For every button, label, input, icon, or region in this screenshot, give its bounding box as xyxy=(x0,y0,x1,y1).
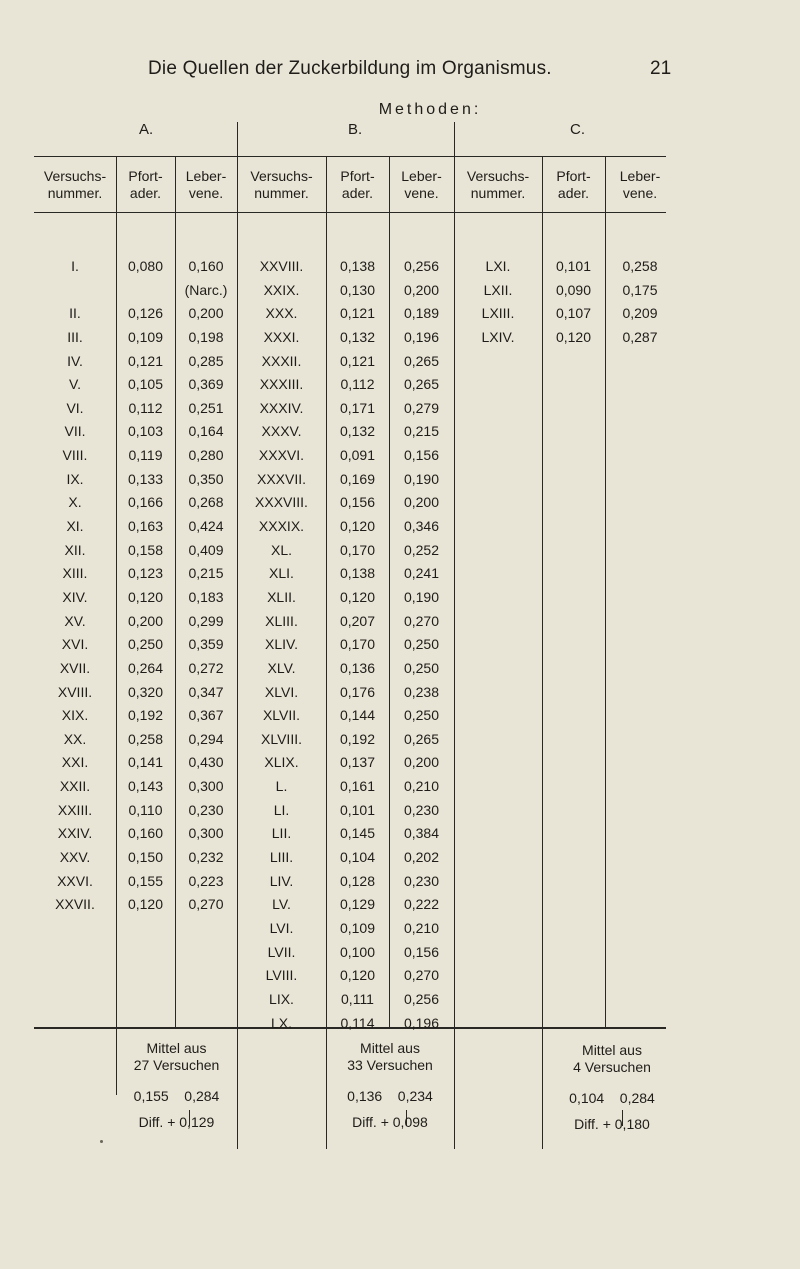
table-cell: 0,120 xyxy=(339,518,376,535)
table-cell: XLIX. xyxy=(264,754,299,771)
table-cell: 0,126 xyxy=(127,305,164,322)
table-cell: 0,183 xyxy=(188,588,224,605)
table-cell: 0,258 xyxy=(127,730,164,747)
summary-diff: Diff. + 0,180 xyxy=(574,1116,650,1132)
table-cell: XXII. xyxy=(59,778,91,795)
header-lebervene-b xyxy=(389,168,454,202)
summary-divider xyxy=(237,1029,238,1149)
column-versuchsnummer-c xyxy=(454,255,542,350)
table-cell: 0,320 xyxy=(127,683,164,700)
table-cell: 0,280 xyxy=(188,447,224,464)
table-cell: 0,265 xyxy=(403,376,440,393)
table-cell: 0,350 xyxy=(188,470,224,487)
table-cell: XXX. xyxy=(265,305,298,322)
table-cell: 0,171 xyxy=(339,399,376,416)
mean-lebervene: 0,234 xyxy=(397,1088,433,1104)
table-cell: 0,430 xyxy=(188,754,224,771)
header-versuchsnummer-a xyxy=(34,168,116,202)
table-cell: LXIV. xyxy=(481,328,515,345)
table-cell: 0,101 xyxy=(339,801,376,818)
header-pfortader-c xyxy=(542,168,605,202)
table-cell: 0,192 xyxy=(339,730,376,747)
table-cell: 0,202 xyxy=(403,849,440,866)
header-pfortader-a xyxy=(116,168,175,202)
table-cell: 0,250 xyxy=(403,636,440,653)
table-cell: 0,252 xyxy=(403,541,440,558)
table-cell: 0,120 xyxy=(339,967,376,984)
table-cell xyxy=(34,279,116,303)
table-cell: XXXII. xyxy=(261,352,302,369)
table-cell: 0,200 xyxy=(403,754,440,771)
table-cell: 0,264 xyxy=(127,659,164,676)
table-cell: 0,156 xyxy=(403,447,440,464)
table-cell: 0,120 xyxy=(555,328,592,345)
table-cell: 0,210 xyxy=(403,778,440,795)
mean-lebervene: 0,284 xyxy=(619,1090,655,1106)
table-cell: 0,091 xyxy=(339,447,376,464)
table-cell: 0,215 xyxy=(403,423,440,440)
table-cell: 0,163 xyxy=(127,518,164,535)
table-cell: 0,265 xyxy=(403,730,440,747)
table-cell: III. xyxy=(67,328,83,345)
table-cell: 0,222 xyxy=(403,896,440,913)
summary-line1: Mittel aus xyxy=(146,1040,207,1056)
table-cell: 0,196 xyxy=(403,1014,440,1031)
table-cell: 0,130 xyxy=(339,281,376,298)
table-cell: 0,121 xyxy=(127,352,164,369)
table-cell: 0,279 xyxy=(403,399,440,416)
summary-means xyxy=(116,1088,237,1105)
top-rule xyxy=(34,156,666,157)
header-text: Versuchs- nummer. xyxy=(466,168,530,201)
table-cell: 0,156 xyxy=(403,943,440,960)
table-cell: XLI. xyxy=(269,565,294,582)
table-cell: 0,346 xyxy=(403,518,440,535)
summary-means xyxy=(326,1088,454,1105)
header-text: Leber- vene. xyxy=(619,168,661,201)
column-pfortader-a xyxy=(116,255,175,917)
table-cell xyxy=(116,279,175,303)
table-cell: LVII. xyxy=(267,943,296,960)
header-text: Leber- vene. xyxy=(401,168,442,201)
table-cell: 0,170 xyxy=(339,636,376,653)
table-cell: 0,190 xyxy=(403,470,440,487)
table-cell: 0,119 xyxy=(128,447,163,464)
table-cell: 0,359 xyxy=(188,636,224,653)
table-cell: VI. xyxy=(66,399,84,416)
table-cell: XLVIII. xyxy=(261,730,302,747)
table-cell: XLII. xyxy=(267,588,296,605)
table-cell: 0,120 xyxy=(339,588,376,605)
table-cell: 0,161 xyxy=(339,778,376,795)
mean-pfortader: 0,155 xyxy=(133,1088,169,1104)
table-cell: LXI. xyxy=(485,258,511,274)
table-cell: XI. xyxy=(66,518,84,535)
header-text: Pfort- ader. xyxy=(556,168,591,201)
column-pfortader-c xyxy=(542,255,605,350)
header-text: Versuchs- nummer. xyxy=(250,168,313,201)
table-cell: 0,196 xyxy=(403,328,440,345)
table-cell: 0,369 xyxy=(188,376,224,393)
table-cell: LV. xyxy=(272,896,291,913)
table-cell: LI. xyxy=(273,801,290,818)
table-cell: 0,107 xyxy=(555,305,592,322)
table-cell: 0,100 xyxy=(339,943,376,960)
summary-means xyxy=(542,1090,682,1107)
table-cell: XXXVIII. xyxy=(255,494,308,511)
table-cell: 0,121 xyxy=(339,352,376,369)
table-cell: XLVII. xyxy=(262,707,301,724)
table-cell: 0,164 xyxy=(188,423,224,440)
table-cell: LII. xyxy=(271,825,292,842)
column-lebervene-c xyxy=(605,255,675,350)
table-cell: 0,384 xyxy=(403,825,440,842)
table-cell: VII. xyxy=(64,423,86,440)
table-cell: XXIV. xyxy=(57,825,93,842)
table-cell: LXII. xyxy=(483,281,513,298)
table-cell: 0,200 xyxy=(188,305,224,322)
table-cell: 0,123 xyxy=(127,565,164,582)
table-cell: 0,138 xyxy=(339,258,376,274)
table-cell: XIII. xyxy=(62,565,88,582)
table-cell: LIII. xyxy=(269,849,294,866)
table-cell: XXV. xyxy=(59,849,91,866)
table-cell: XXXI. xyxy=(263,328,300,345)
table-cell: 0,150 xyxy=(127,849,164,866)
table-cell: XL. xyxy=(270,541,292,558)
table-cell: XVII. xyxy=(59,659,91,676)
table-cell: 0,144 xyxy=(339,707,376,724)
table-cell: 0,272 xyxy=(188,659,224,676)
table-cell: 0,367 xyxy=(188,707,224,724)
table-cell: 0,137 xyxy=(339,754,376,771)
table-cell: XXXVII. xyxy=(256,470,307,487)
table-cell: (Narc.) xyxy=(184,281,228,298)
table-cell: LVIII. xyxy=(265,967,298,984)
table-cell: 0,287 xyxy=(622,328,658,345)
header-text: Pfort- ader. xyxy=(340,168,375,201)
summary-line2: 33 Versuchen xyxy=(347,1057,433,1073)
table-cell: 0,101 xyxy=(555,258,592,274)
table-cell: 0,200 xyxy=(403,494,440,511)
table-cell: 0,132 xyxy=(339,423,376,440)
table-cell: XXXIII. xyxy=(259,376,304,393)
table-cell: XLIV. xyxy=(265,636,298,653)
mean-pfortader: 0,136 xyxy=(347,1088,383,1104)
table-cell: XLIII. xyxy=(265,612,298,629)
page-title: Die Quellen der Zuckerbildung im Organismus. xyxy=(148,58,552,79)
table-cell: XXXIX. xyxy=(258,518,305,535)
table-cell: 0,120 xyxy=(127,896,164,913)
mean-pfortader: 0,104 xyxy=(569,1090,605,1106)
header-lebervene-c xyxy=(605,168,675,202)
table-cell: 0,170 xyxy=(339,541,376,558)
summary-a xyxy=(116,1040,237,1131)
column-versuchsnummer-a xyxy=(34,255,116,917)
table-cell: 0,241 xyxy=(403,565,440,582)
header-versuchsnummer-b xyxy=(237,168,326,202)
table-cell: 0,207 xyxy=(339,612,376,629)
summary-line2: 27 Versuchen xyxy=(133,1057,220,1073)
table-cell: XV. xyxy=(64,612,86,629)
table-cell: XIV. xyxy=(62,588,88,605)
table-cell: XXXVI. xyxy=(258,447,305,464)
table-cell: 0,189 xyxy=(403,305,440,322)
running-head xyxy=(0,58,800,88)
summary-divider xyxy=(454,1029,455,1149)
table-cell: 0,238 xyxy=(403,683,440,700)
table-cell: 0,251 xyxy=(188,399,224,416)
table-cell: 0,230 xyxy=(403,801,440,818)
table-cell: 0,175 xyxy=(622,281,658,298)
table-cell: VIII. xyxy=(62,447,88,464)
table-cell: 0,256 xyxy=(403,258,440,274)
table-cell: XLVI. xyxy=(264,683,299,700)
table-cell: 0,138 xyxy=(339,565,376,582)
header-text: Leber- vene. xyxy=(185,168,227,201)
table-cell: XVIII. xyxy=(57,683,93,700)
table-cell: 0,109 xyxy=(127,328,164,345)
table-cell: 0,112 xyxy=(340,376,375,393)
table-cell: IX. xyxy=(66,470,84,487)
table-cell: 0,270 xyxy=(403,967,440,984)
table-cell: 0,132 xyxy=(339,328,376,345)
print-speck xyxy=(100,1140,103,1143)
table-cell: 0,109 xyxy=(339,919,376,936)
table-cell: 0,200 xyxy=(127,612,164,629)
header-text: Pfort- ader. xyxy=(128,168,163,201)
table-cell: 0,145 xyxy=(339,825,376,842)
table-cell: 0,294 xyxy=(188,730,224,747)
table-cell: XXVIII. xyxy=(259,258,304,274)
table-cell: XLV. xyxy=(267,659,296,676)
table-cell: II. xyxy=(69,305,81,322)
table-cell: 0,232 xyxy=(188,849,224,866)
table-cell: 0,299 xyxy=(188,612,224,629)
table-cell: 0,143 xyxy=(127,778,164,795)
table-cell: 0,110 xyxy=(128,801,163,818)
table-cell: 0,300 xyxy=(188,778,224,795)
table-cell: 0,158 xyxy=(127,541,164,558)
header-rule xyxy=(34,212,666,213)
table-cell: I. xyxy=(71,258,79,274)
mean-lebervene: 0,284 xyxy=(184,1088,220,1104)
table-cell: 0,120 xyxy=(127,588,164,605)
table-cell: 0,169 xyxy=(339,470,376,487)
table-cell: 0,270 xyxy=(403,612,440,629)
table-cell: 0,155 xyxy=(127,872,164,889)
table-cell: XXIX. xyxy=(263,281,300,298)
table-cell: 0,250 xyxy=(127,636,164,653)
summary-line2: 4 Versuchen xyxy=(573,1059,651,1075)
table-cell: 0,250 xyxy=(403,659,440,676)
group-label-a: A. xyxy=(139,121,154,138)
summary-line1: Mittel aus xyxy=(360,1040,420,1056)
table-cell: IV. xyxy=(67,352,83,369)
table-caption: Methoden: xyxy=(378,101,482,118)
table-cell: LXIII. xyxy=(481,305,515,322)
table-cell: XXXV. xyxy=(261,423,302,440)
header-versuchsnummer-c xyxy=(454,168,542,202)
table-cell: 0,104 xyxy=(339,849,376,866)
table-cell: 0,166 xyxy=(127,494,164,511)
table-cell: 0,230 xyxy=(188,801,224,818)
table-cell: 0,112 xyxy=(128,399,163,416)
table-cell: X. xyxy=(68,494,82,511)
page-number: 21 xyxy=(650,58,672,79)
header-lebervene-a xyxy=(175,168,237,202)
table-cell: 0,141 xyxy=(127,754,164,771)
column-lebervene-a xyxy=(175,255,237,917)
table-cell: 0,105 xyxy=(127,376,164,393)
table-cell: 0,129 xyxy=(339,896,376,913)
table-cell: 0,409 xyxy=(188,541,224,558)
table-cell: 0,111 xyxy=(341,990,374,1007)
table-cell: XX. xyxy=(63,730,87,747)
table-cell: XIX. xyxy=(61,707,89,724)
table-cell: 0,190 xyxy=(403,588,440,605)
table-cell: 0,256 xyxy=(403,990,440,1007)
table-cell: 0,090 xyxy=(555,281,592,298)
table-cell: 0,270 xyxy=(188,896,224,913)
table-cell: 0,160 xyxy=(127,825,164,842)
table-cell: 0,080 xyxy=(127,258,164,274)
header-text: Versuchs- nummer. xyxy=(43,168,107,201)
table-cell: LX. xyxy=(270,1014,292,1031)
table-cell: XVI. xyxy=(61,636,89,653)
table-cell: 0,285 xyxy=(188,352,224,369)
table-cell: 0,128 xyxy=(339,872,376,889)
table-cell: XXIII. xyxy=(57,801,93,818)
table-cell: 0,250 xyxy=(403,707,440,724)
column-versuchsnummer-b xyxy=(237,255,326,1035)
table-cell: 0,160 xyxy=(188,258,224,274)
table-cell: 0,347 xyxy=(188,683,224,700)
table-cell: 0,424 xyxy=(188,518,224,535)
table-cell: XXI. xyxy=(61,754,89,771)
summary-c xyxy=(542,1042,682,1133)
column-lebervene-b xyxy=(389,255,454,1035)
table-cell: 0,210 xyxy=(403,919,440,936)
table-cell: 0,156 xyxy=(339,494,376,511)
table-cell: L. xyxy=(275,778,288,795)
table-cell: XXVII. xyxy=(55,896,95,913)
table-cell: 0,114 xyxy=(340,1014,375,1031)
summary-diff: Diff. + 0,098 xyxy=(352,1114,428,1130)
table-cell: 0,133 xyxy=(127,470,164,487)
table-cell: 0,136 xyxy=(339,659,376,676)
table-cell: 0,121 xyxy=(339,305,376,322)
group-label-b: B. xyxy=(348,121,363,138)
table-cell: 0,265 xyxy=(403,352,440,369)
table-cell: 0,192 xyxy=(127,707,164,724)
table-cell: 0,268 xyxy=(188,494,224,511)
table-cell: 0,258 xyxy=(622,258,658,274)
table-cell: 0,176 xyxy=(339,683,376,700)
table-cell: 0,300 xyxy=(188,825,224,842)
table-cell: XXXIV. xyxy=(259,399,304,416)
summary-line1: Mittel aus xyxy=(582,1042,642,1058)
table-cell: XXVI. xyxy=(57,872,93,889)
table-cell: 0,198 xyxy=(188,328,224,345)
group-label-c: C. xyxy=(570,121,585,138)
table-cell: LVI. xyxy=(269,919,294,936)
table-cell: 0,209 xyxy=(622,305,658,322)
table-cell: 0,223 xyxy=(188,872,224,889)
table-cell: XII. xyxy=(64,541,86,558)
table-cell: 0,215 xyxy=(188,565,224,582)
header-pfortader-b xyxy=(326,168,389,202)
table-cell: LIX. xyxy=(269,990,294,1007)
table-cell: 0,230 xyxy=(403,872,440,889)
table-cell: 0,103 xyxy=(127,423,164,440)
column-pfortader-b xyxy=(326,255,389,1035)
summary-b xyxy=(326,1040,454,1131)
table-cell: V. xyxy=(69,376,81,393)
table-cell: 0,200 xyxy=(403,281,440,298)
table-cell: LIV. xyxy=(269,872,294,889)
summary-diff: Diff. + 0,129 xyxy=(138,1114,215,1130)
